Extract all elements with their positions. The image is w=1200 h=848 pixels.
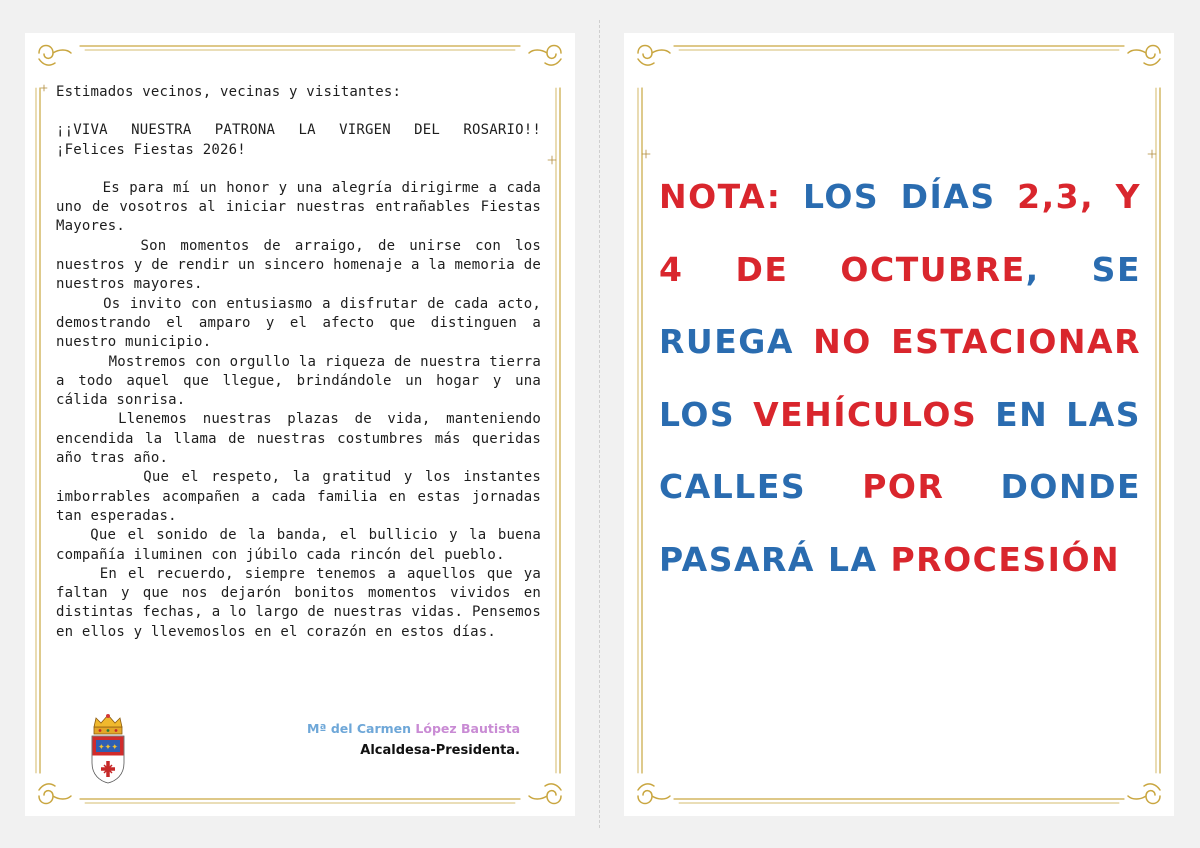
letter-paragraph: Que el respeto, la gratitud y los instantes imborrables acompañen a cada familia en estas jornadas tan esperadas. bbox=[56, 469, 550, 524]
fold-line bbox=[599, 20, 600, 828]
signatory-title: Alcaldesa-Presidenta. bbox=[360, 743, 520, 758]
letter-paragraph: Que el sonido de la banda, el bullicio y la buena compañía iluminen con júbilo cada rincón del pueblo. bbox=[56, 527, 550, 563]
letter-paragraph: En el recuerdo, siempre tenemos a aquellos que ya faltan y que nos dejarón bonitos momentos vividos en distintas fechas, a lo largo de nuestras vidas. Pensemos en ellos y llevemoslos en el corazón en estos días. bbox=[56, 565, 550, 640]
letter-paragraph: Es para mí un honor y una alegría dirigirme a cada uno de vosotros al iniciar nuestras entrañables Fiestas Mayores. bbox=[56, 179, 550, 235]
notice-segment: VEHÍCULOS bbox=[753, 394, 996, 434]
letter-paragraph: Mostremos con orgullo la riqueza de nuestra tierra a todo aquel que llegue, brindándole un hogar y una cálida sonrisa. bbox=[56, 353, 550, 409]
letter-exclamation bbox=[56, 121, 541, 160]
letter-paragraph: Son momentos de arraigo, de unirse con los nuestros y de rendir un sincero homenaje a la memoria de nuestros mayores. bbox=[56, 237, 550, 293]
notice-segment: POR bbox=[862, 467, 1001, 506]
signatory-name bbox=[307, 721, 520, 736]
notice-segment: NOTA: bbox=[659, 177, 803, 216]
letter-paragraph: Llenemos nuestras plazas de vida, manteniendo encendida la llama de nuestras costumbres más queridas año tras año. bbox=[56, 411, 550, 467]
svg-text:✦✦✦: ✦✦✦ bbox=[97, 742, 119, 752]
letter-greeting: Estimados vecinos, vecinas y visitantes: bbox=[56, 84, 402, 100]
notice-segment: , SE RUEGA bbox=[659, 249, 1141, 361]
exclamation-line-2: ¡Felices Fiestas 2026! bbox=[56, 141, 246, 158]
signature-block bbox=[307, 721, 520, 758]
letter-paragraph: Os invito con entusiasmo a disfrutar de cada acto, demostrando el amparo y el afecto que distinguen a nuestro municipio. bbox=[56, 295, 550, 351]
notice-segment: EN LAS CALLES bbox=[659, 394, 1142, 506]
letter-panel bbox=[25, 33, 575, 816]
parking-notice bbox=[659, 161, 1141, 596]
exclamation-line-1: ¡¡VIVA NUESTRA PATRONA LA VIRGEN DEL ROSARIO!! bbox=[56, 122, 541, 139]
signatory-name-part-2: López Bautista bbox=[415, 721, 520, 736]
municipal-coat-of-arms-icon bbox=[88, 713, 128, 785]
signatory-name-part-1: Mª del Carmen bbox=[306, 721, 416, 736]
notice-segment: NO ESTACIONAR bbox=[813, 322, 1141, 361]
notice-segment: LOS DÍAS bbox=[802, 177, 1018, 216]
notice-segment: DONDE PASARÁ LA bbox=[659, 467, 1141, 579]
notice-segment: PROCESIÓN bbox=[890, 539, 1121, 579]
notice-segment: 2,3, Y 4 DE OCTUBRE bbox=[659, 177, 1141, 289]
notice-segment: LOS bbox=[659, 394, 754, 434]
letter-body bbox=[56, 83, 550, 642]
notice-panel bbox=[624, 33, 1174, 816]
